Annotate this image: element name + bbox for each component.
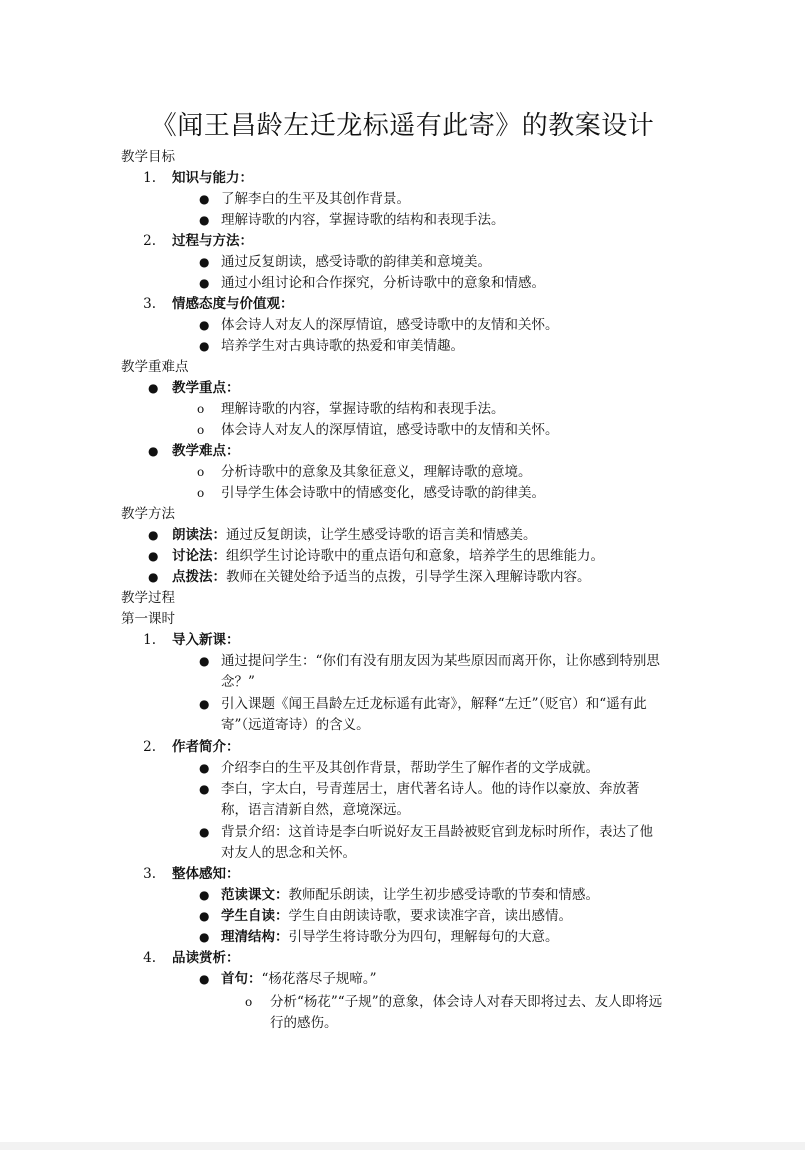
list-number: 1. — [143, 632, 156, 648]
section-heading-difficulties: 教学重难点 — [121, 359, 189, 375]
difficult-point-label: 教学难点： — [172, 443, 240, 459]
item-label: 理清结构： — [221, 929, 289, 945]
list-number: 2. — [143, 739, 156, 755]
bullet-icon: ● — [199, 972, 210, 986]
item-text: 学生自由朗读诗歌，要求读准字音，读出感情。 — [288, 908, 572, 924]
list-number: 3. — [143, 866, 156, 882]
list-item: 了解李白的生平及其创作背景。 — [221, 191, 410, 207]
item-label: 学生自读： — [221, 908, 289, 924]
list-item — [172, 567, 591, 587]
list-item: 理解诗歌的内容，掌握诗歌的结构和表现手法。 — [221, 401, 505, 417]
circle-bullet-icon: o — [245, 995, 253, 1009]
bullet-icon: ● — [148, 444, 159, 458]
list-item: 分析“杨花”“子规”的意象，体会诗人对春天即将过去、友人即将远 — [270, 994, 663, 1010]
list-item-continued: 行的感伤。 — [270, 1015, 338, 1031]
bullet-icon: ● — [199, 654, 210, 668]
method-text: 教师在关键处给予适当的点拨，引导学生深入理解诗歌内容。 — [226, 569, 591, 585]
list-item-continued: 对友人的思念和关怀。 — [221, 845, 356, 861]
step-label: 导入新课： — [172, 632, 240, 648]
list-item: 分析诗歌中的意象及其象征意义，理解诗歌的意境。 — [221, 464, 532, 480]
section-heading-process: 教学过程 — [121, 590, 175, 606]
list-item — [221, 969, 377, 989]
item-text: “杨花落尽子规啼。” — [261, 971, 377, 987]
list-item: 体会诗人对友人的深厚情谊，感受诗歌中的友情和关怀。 — [221, 422, 559, 438]
list-item-continued: 寄”（远道寄诗）的含义。 — [221, 717, 370, 733]
bullet-icon: ● — [199, 318, 210, 332]
circle-bullet-icon: o — [197, 465, 205, 479]
bullet-icon: ● — [199, 782, 210, 796]
method-text: 组织学生讨论诗歌中的重点语句和意象，培养学生的思维能力。 — [226, 548, 604, 564]
circle-bullet-icon: o — [197, 402, 205, 416]
list-item: 培养学生对古典诗歌的热爱和审美情趣。 — [221, 338, 464, 354]
item-label: 首句： — [221, 971, 262, 987]
step-label: 整体感知： — [172, 866, 240, 882]
bullet-icon: ● — [199, 339, 210, 353]
item-text: 教师配乐朗读，让学生初步感受诗歌的节奏和情感。 — [288, 887, 599, 903]
list-number: 3. — [143, 296, 156, 312]
bullet-icon: ● — [199, 909, 210, 923]
list-item — [221, 906, 572, 926]
bullet-icon: ● — [199, 825, 210, 839]
list-number: 2. — [143, 233, 156, 249]
method-text: 通过反复朗读，让学生感受诗歌的语言美和情感美。 — [226, 527, 537, 543]
bullet-icon: ● — [148, 528, 159, 542]
bullet-icon: ● — [199, 192, 210, 206]
bullet-icon: ● — [199, 697, 210, 711]
page-title: 《闻王昌龄左迁龙标遥有此寄》的教案设计 — [150, 111, 655, 141]
list-number: 1. — [143, 170, 156, 186]
bullet-icon: ● — [199, 761, 210, 775]
list-item: 引导学生体会诗歌中的情感变化，感受诗歌的韵律美。 — [221, 485, 545, 501]
list-item — [221, 927, 559, 947]
list-item — [221, 885, 599, 905]
list-item: 背景介绍：这首诗是李白听说好友王昌龄被贬官到龙标时所作，表达了他 — [221, 824, 653, 840]
bullet-icon: ● — [199, 930, 210, 944]
list-item: 引入课题《闻王昌龄左迁龙标遥有此寄》，解释“左迁”（贬官）和“遥有此 — [221, 696, 647, 712]
bullet-icon: ● — [148, 381, 159, 395]
objective-label: 过程与方法： — [172, 233, 253, 249]
list-item: 体会诗人对友人的深厚情谊，感受诗歌中的友情和关怀。 — [221, 317, 559, 333]
key-point-label: 教学重点： — [172, 380, 240, 396]
list-item: 通过提问学生：“你们有没有朋友因为某些原因而离开你，让你感到特别思 — [221, 653, 660, 669]
method-label: 讨论法： — [172, 548, 226, 564]
lesson-heading: 第一课时 — [121, 611, 175, 627]
bullet-icon: ● — [148, 549, 159, 563]
section-heading-objectives: 教学目标 — [121, 149, 175, 165]
list-item-continued: 念？” — [221, 674, 255, 690]
bullet-icon: ● — [148, 570, 159, 584]
objective-label: 知识与能力： — [172, 170, 253, 186]
circle-bullet-icon: o — [197, 423, 205, 437]
item-text: 引导学生将诗歌分为四句，理解每句的大意。 — [288, 929, 559, 945]
bullet-icon: ● — [199, 888, 210, 902]
method-label: 朗读法： — [172, 527, 226, 543]
section-heading-methods: 教学方法 — [121, 506, 175, 522]
list-item: 理解诗歌的内容，掌握诗歌的结构和表现手法。 — [221, 212, 505, 228]
bullet-icon: ● — [199, 255, 210, 269]
list-item: 通过反复朗读，感受诗歌的韵律美和意境美。 — [221, 254, 491, 270]
list-item — [172, 546, 604, 566]
list-item — [172, 525, 537, 545]
step-label: 品读赏析： — [172, 950, 240, 966]
method-label: 点拨法： — [172, 569, 226, 585]
circle-bullet-icon: o — [197, 486, 205, 500]
bullet-icon: ● — [199, 213, 210, 227]
item-label: 范读课文： — [221, 887, 289, 903]
list-item: 通过小组讨论和合作探究，分析诗歌中的意象和情感。 — [221, 275, 545, 291]
objective-label: 情感态度与价值观： — [172, 296, 294, 312]
list-item: 李白，字太白，号青莲居士，唐代著名诗人。他的诗作以豪放、奔放著 — [221, 781, 640, 797]
bullet-icon: ● — [199, 276, 210, 290]
list-item-continued: 称，语言清新自然，意境深远。 — [221, 802, 410, 818]
step-label: 作者简介： — [172, 739, 240, 755]
list-number: 4. — [143, 950, 156, 966]
list-item: 介绍李白的生平及其创作背景，帮助学生了解作者的文学成就。 — [221, 760, 599, 776]
